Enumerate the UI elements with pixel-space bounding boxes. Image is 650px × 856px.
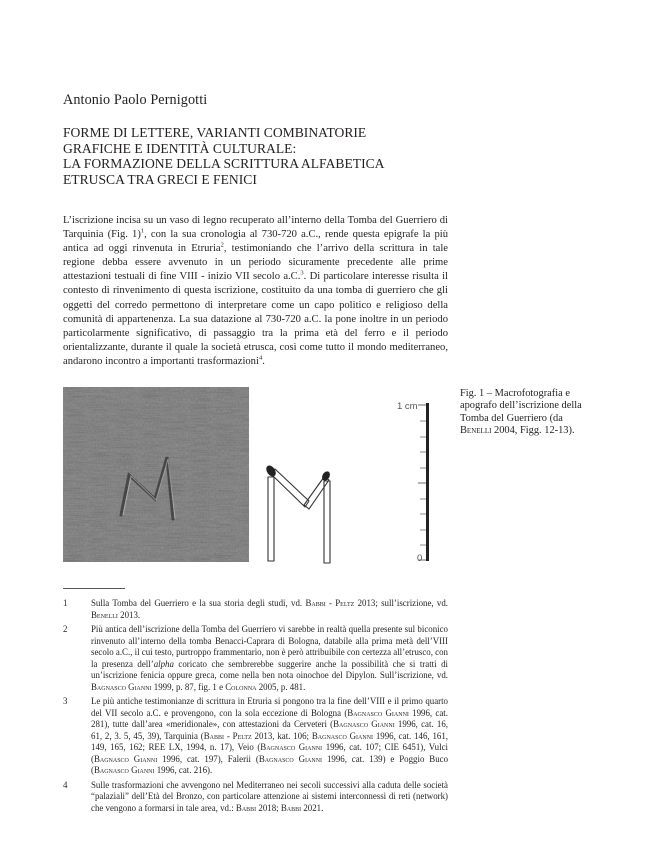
- footnote-ref[interactable]: 3: [300, 269, 304, 277]
- caption-author: Benelli: [460, 425, 492, 437]
- title-line: FORME DI LETTERE, VARIANTI COMBINATORIE: [63, 125, 367, 140]
- footnote-number: 3: [63, 696, 68, 706]
- inscription-photo: [63, 387, 249, 562]
- footnote-text: Più antica dell’iscrizione della Tomba del Guerriero vi sarebbe in realtà quella presente sul biconico rinvenuto all’interno della tomba Benacci-Caprara di Bologna, databile alla prima metà dell’VIII secolo a.C., il cui testo, purtroppo frammentario, non è però attribuibile con certezza all’etrusco, con la presenza dell’alpha coricato che sembrerebbe suggerire anche la possibilità che si tratti di un’iscrizione fenicia oppure greca, come nella ben nota oinochoe del Dipylon. Sull’iscrizione, vd. Bagnasco Gianni 1999, p. 87, fig. 1 e Colonna 2005, p. 481.: [91, 624, 448, 692]
- caption-text: Fig. 1 – Macrofotografia e apografo dell’iscrizione della Tomba del Guerriero (da: [460, 388, 582, 424]
- footnote-ref[interactable]: 1: [140, 227, 145, 235]
- body-span: .: [262, 355, 265, 367]
- footnote: [63, 624, 448, 693]
- footnote-number: 1: [63, 598, 68, 608]
- scale-label-bottom: 0: [417, 553, 423, 564]
- title-line: LA FORMAZIONE DELLA SCRITTURA ALFABETICA: [63, 156, 385, 172]
- footnote-separator: [63, 588, 125, 589]
- footnote-text: Le più antiche testimonianze di scrittura in Etruria si pongono tra la fine dell’VIII e il primo quarto del VII secolo a.C. e provengono, con la sola eccezione di Bologna (Bagnasco Gianni 1996, cat. 281), tutte dall’area «meridionale», con attestazioni da Cerveteri (Bagnasco Gianni 1996, cat. 16, 61, 2, 3. 5, 45, 39), Tarquinia (Babbi - Peltz 2013, kat. 106; Bagnasco Gianni 1996, cat. 146, 161, 149, 165, 162; REE LX, 1994, n. 17), Veio (Bagnasco Gianni 1996, cat. 107; CIE 6451), Vulci (Bagnasco Gianni 1996, cat. 197), Falerii (Bagnasco Gianni 1996, cat. 139) e Poggio Buco (Bagnasco Gianni 1996, cat. 216).: [91, 696, 449, 775]
- body-paragraph: [63, 214, 448, 369]
- article-title: [63, 125, 463, 187]
- footnote: [63, 780, 448, 815]
- body-span: , testimoniando che l’arrivo della scrittura in tale regione debba essere avvenuto in un periodo sicuramente precedente alle prime attestazioni testuali di fine VIII - inizio VII secolo a.C.: [63, 243, 448, 283]
- footnote: [63, 696, 448, 777]
- footnote-text: Sulla Tomba del Guerriero e la sua storia degli studi, vd. Babbi - Peltz 2013; sull’iscrizione, vd. Benelli 2013.: [91, 598, 448, 620]
- wood-texture-image: [63, 387, 249, 562]
- author-name: Antonio Paolo Pernigotti: [63, 92, 208, 108]
- title-line: ETRUSCA TRA GRECI E FENICI: [63, 171, 257, 187]
- title-line: GRAFICHE E IDENTITÀ CULTURALE:: [63, 140, 297, 156]
- footnote-text: Sulle trasformazioni che avvengono nel Mediterraneo nei secoli successivi alla caduta delle società “palaziali” dell’Età del Bronzo, con particolare attenzione ai sistemi interconnessi di reti (network) che vengono a formarsi in tale area, vd.: Babbi 2018; Babbi 2021.: [91, 779, 448, 813]
- apograph-svg: [253, 385, 453, 565]
- body-span: , con la sua cronologia al 730-720 a.C., rende questa epigrafe la più antica ad oggi rinvenuta in Etruria: [63, 229, 449, 255]
- figure-caption: [460, 388, 590, 438]
- footnote-ref[interactable]: 2: [220, 241, 224, 249]
- scale-bar: [418, 403, 429, 561]
- footnotes: [63, 598, 448, 817]
- inscription-drawing: [253, 385, 453, 565]
- body-text: [63, 214, 448, 369]
- footnote-number: 2: [63, 624, 68, 634]
- scale-label-top: 1 cm: [397, 401, 418, 412]
- body-span: . Di particolare interesse risulta il contesto di rinvenimento di questa iscrizione, costituito da una tomba di guerriero che gli oggetti del corredo permettono di interpretare come un capo politico e religioso della comunità di appartenenza. La sua datazione al 730-720 a.C. la pone inoltre in un periodo particolarmente significativo, di passaggio tra la prima età del ferro e il periodo orientalizzante, durante il quale la società etrusca, così come tutto il mondo mediterraneo, andarono incontro a importanti trasformazioni: [63, 271, 448, 367]
- body-span: L’iscrizione incisa su un vaso di legno recuperato all’interno della Tomba del Guerriero di Tarquinia (Fig. 1): [63, 215, 448, 241]
- footnote-number: 4: [63, 779, 68, 790]
- footnote: [63, 598, 448, 621]
- caption-text: 2004, Figg. 12-13).: [491, 425, 575, 437]
- footnote-ref[interactable]: 4: [258, 354, 263, 362]
